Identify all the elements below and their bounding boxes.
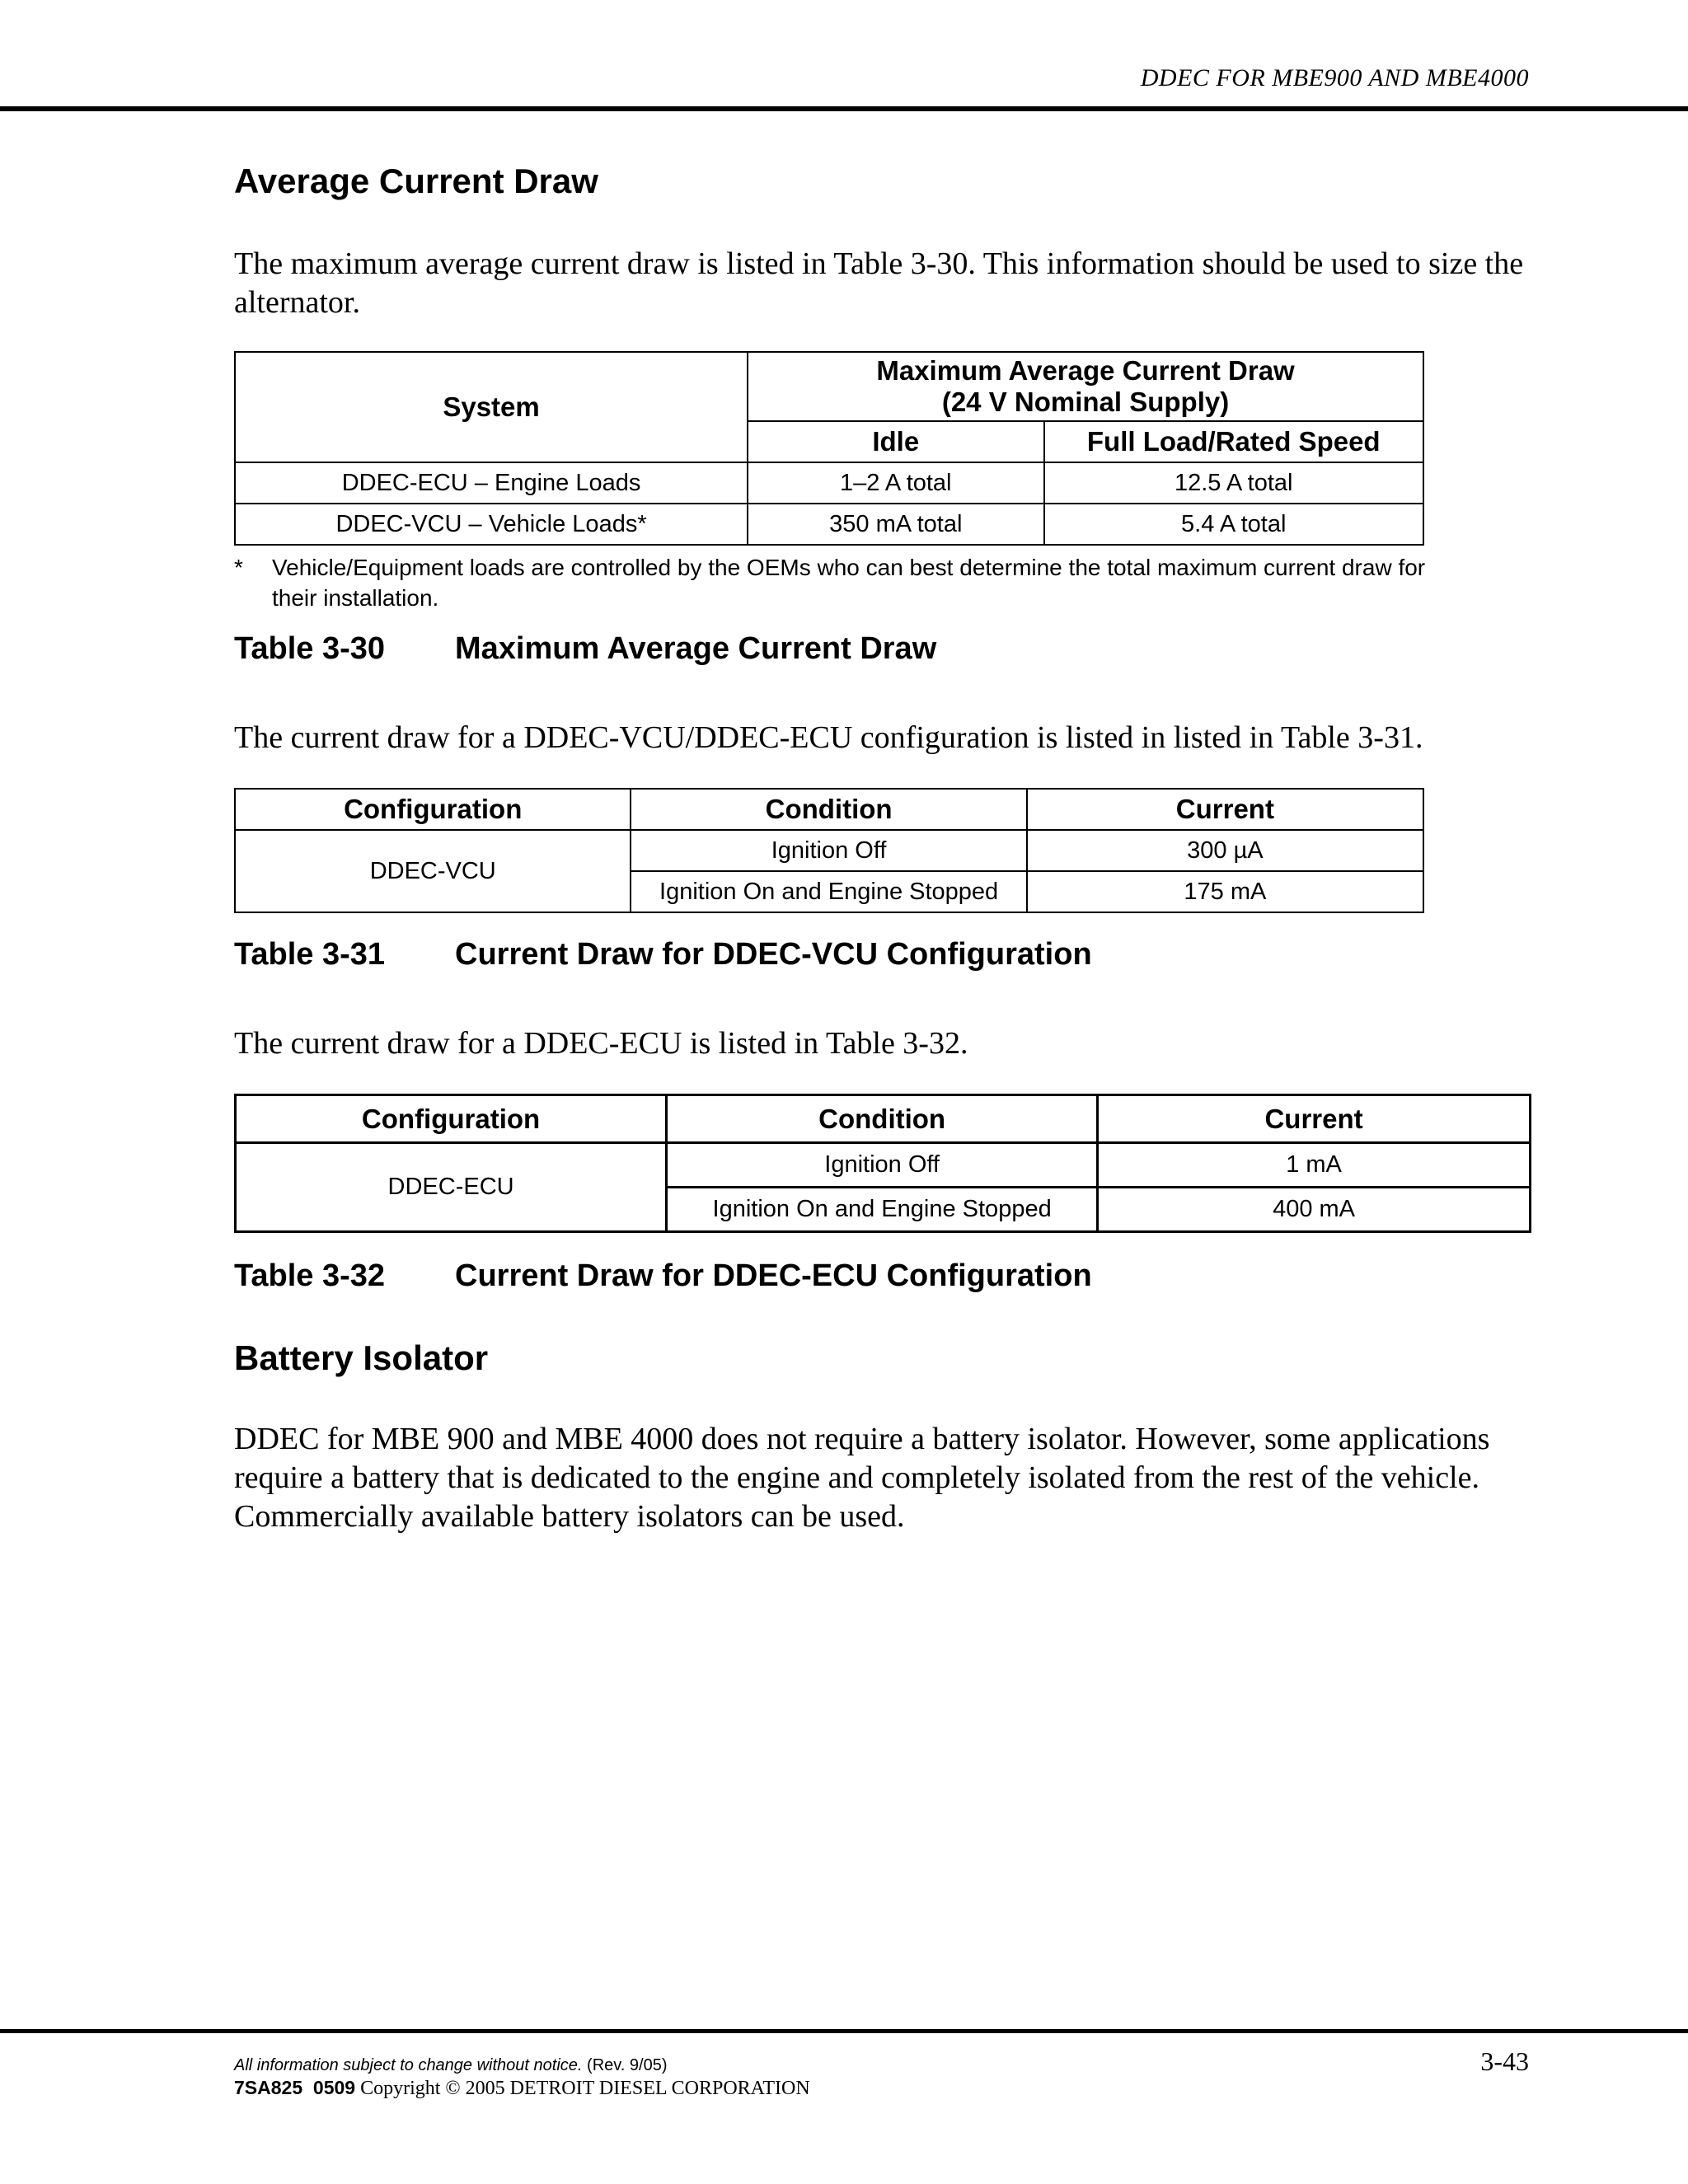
col-header-condition: Condition bbox=[631, 789, 1026, 830]
caption-title: Current Draw for DDEC-ECU Configuration bbox=[455, 1258, 1092, 1293]
cell-current: 175 mA bbox=[1027, 871, 1423, 912]
paragraph-table-3-32-ref: The current draw for a DDEC-ECU is listed in Table 3-32. bbox=[234, 1026, 968, 1061]
col-header-idle: Idle bbox=[748, 421, 1043, 462]
caption-number: Table 3-31 bbox=[234, 937, 386, 972]
col-header-configuration: Configuration bbox=[235, 789, 631, 830]
caption-number: Table 3-32 bbox=[234, 1258, 386, 1293]
paragraph-table-3-31-ref: The current draw for a DDEC-VCU/DDEC-ECU configuration is listed in listed in Table 3-31. bbox=[234, 720, 1423, 755]
footer-doc-number: 7SA825 0509 bbox=[234, 2077, 356, 2098]
cell-current: 1 mA bbox=[1098, 1143, 1531, 1188]
footer-revision: (Rev. 9/05) bbox=[587, 2056, 668, 2074]
footer-notice-text: All information subject to change without notice. bbox=[234, 2056, 583, 2074]
cell-system: DDEC-ECU – Engine Loads bbox=[235, 462, 748, 504]
footer-copyright-line bbox=[234, 2077, 810, 2100]
table-caption-3-32 bbox=[234, 1258, 1092, 1294]
col-header-current: Current bbox=[1098, 1095, 1531, 1143]
battery-isolator-paragraph: DDEC for MBE 900 and MBE 4000 does not require a battery isolator. However, some applications require a battery that is dedicated to the engine and completely isolated from the rest of the vehicle. Commercially available battery isolators can be used. bbox=[234, 1422, 1490, 1534]
caption-number: Table 3-30 bbox=[234, 631, 386, 666]
table-3-32 bbox=[234, 1094, 1531, 1233]
cell-current: 400 mA bbox=[1098, 1188, 1531, 1232]
footer-notice bbox=[234, 2056, 667, 2075]
table-row bbox=[235, 830, 1423, 871]
caption-title: Current Draw for DDEC-VCU Configuration bbox=[455, 937, 1092, 972]
intro-paragraph: The maximum average current draw is listed in Table 3-30. This information should be used to size the alternator. bbox=[234, 246, 1524, 320]
cell-condition: Ignition Off bbox=[667, 1143, 1098, 1188]
col-header-max-line2: (24 V Nominal Supply) bbox=[941, 387, 1230, 417]
cell-condition: Ignition Off bbox=[631, 830, 1026, 871]
table-caption-3-30 bbox=[234, 631, 936, 667]
cell-full-load: 12.5 A total bbox=[1044, 462, 1424, 504]
table-3-30 bbox=[234, 351, 1424, 546]
table-3-31 bbox=[234, 788, 1424, 913]
cell-idle: 350 mA total bbox=[748, 504, 1043, 545]
footnote-mark: * bbox=[234, 555, 243, 580]
col-header-configuration: Configuration bbox=[236, 1095, 667, 1143]
footer-copyright: Copyright © 2005 DETROIT DIESEL CORPORATION bbox=[360, 2078, 810, 2099]
col-header-condition: Condition bbox=[667, 1095, 1098, 1143]
cell-idle: 1–2 A total bbox=[748, 462, 1043, 504]
table-caption-3-31 bbox=[234, 937, 1092, 972]
footer-rule bbox=[0, 2029, 1688, 2033]
cell-current: 300 µA bbox=[1027, 830, 1423, 871]
footnote-text: Vehicle/Equipment loads are controlled by the OEMs who can best determine the total maximum current draw for their installation. bbox=[272, 555, 1426, 611]
page-number: 3-43 bbox=[1480, 2046, 1529, 2076]
col-header-current: Current bbox=[1027, 789, 1423, 830]
col-header-max-average-current bbox=[748, 352, 1423, 421]
col-header-system: System bbox=[235, 352, 748, 462]
cell-configuration: DDEC-VCU bbox=[235, 830, 631, 912]
caption-title: Maximum Average Current Draw bbox=[455, 631, 937, 666]
table-row bbox=[235, 504, 1423, 545]
header-rule bbox=[0, 106, 1688, 111]
cell-full-load: 5.4 A total bbox=[1044, 504, 1424, 545]
cell-configuration: DDEC-ECU bbox=[236, 1143, 667, 1232]
table-row bbox=[235, 462, 1423, 504]
cell-condition: Ignition On and Engine Stopped bbox=[631, 871, 1026, 912]
running-header-title: DDEC FOR MBE900 AND MBE4000 bbox=[1140, 64, 1529, 91]
table-footnote bbox=[234, 552, 1437, 613]
cell-system: DDEC-VCU – Vehicle Loads* bbox=[235, 504, 748, 545]
cell-condition: Ignition On and Engine Stopped bbox=[667, 1188, 1098, 1232]
section-title-battery-isolator: Battery Isolator bbox=[234, 1338, 489, 1377]
section-title-average-current-draw: Average Current Draw bbox=[234, 162, 598, 200]
col-header-full-load: Full Load/Rated Speed bbox=[1044, 421, 1424, 462]
col-header-max-line1: Maximum Average Current Draw bbox=[876, 355, 1295, 386]
table-row bbox=[236, 1143, 1531, 1188]
